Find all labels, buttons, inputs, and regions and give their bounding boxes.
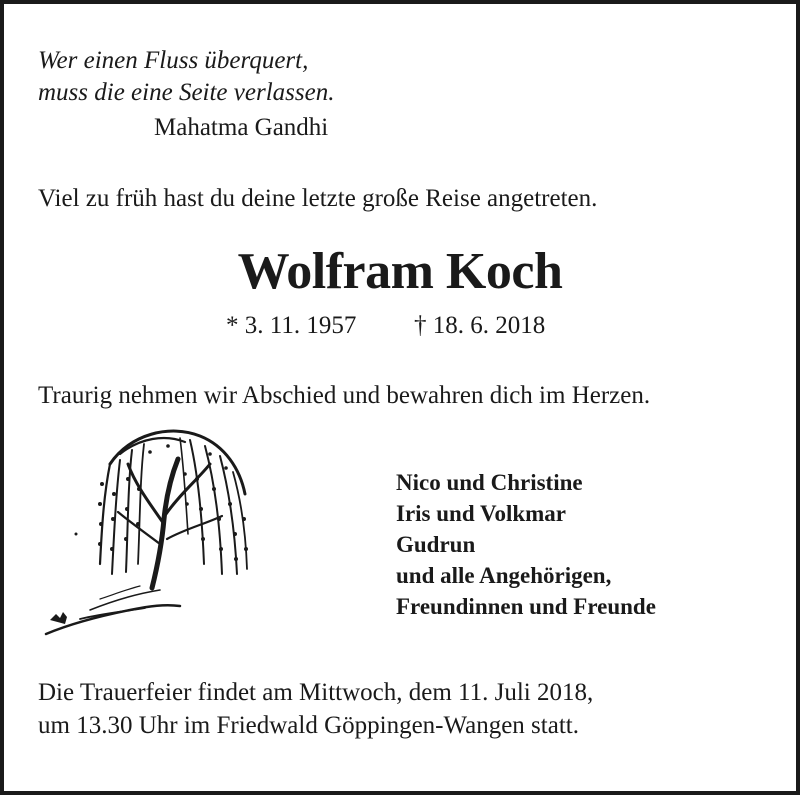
farewell-text: Traurig nehmen wir Abschied und bewahren dich im Herzen. bbox=[38, 382, 651, 409]
mourner-1: Nico und Christine bbox=[396, 470, 583, 495]
ceremony-line-1: Die Trauerfeier findet am Mittwoch, dem 11. Juli 2018, bbox=[38, 679, 594, 706]
mourner-3: Gudrun bbox=[396, 532, 476, 557]
mourner-4: und alle Angehörigen, bbox=[396, 563, 612, 588]
intro-text: Viel zu früh hast du deine letzte große Reise angetreten. bbox=[38, 185, 598, 212]
death-date: † 18. 6. 2018 bbox=[414, 312, 546, 339]
quote-line-2: muss die eine Seite verlassen. bbox=[38, 79, 335, 106]
mourner-5: Freundinnen und Freunde bbox=[396, 594, 656, 619]
mourner-2: Iris und Volkmar bbox=[396, 501, 567, 526]
quote-author: Mahatma Gandhi bbox=[154, 114, 329, 141]
birth-date: * 3. 11. 1957 bbox=[226, 312, 357, 339]
weeping-willow-icon bbox=[40, 424, 260, 639]
ceremony-line-2: um 13.30 Uhr im Friedwald Göppingen-Wangen statt. bbox=[38, 712, 579, 739]
quote-line-1: Wer einen Fluss überquert, bbox=[38, 47, 309, 74]
deceased-name: Wolfram Koch bbox=[237, 243, 563, 300]
